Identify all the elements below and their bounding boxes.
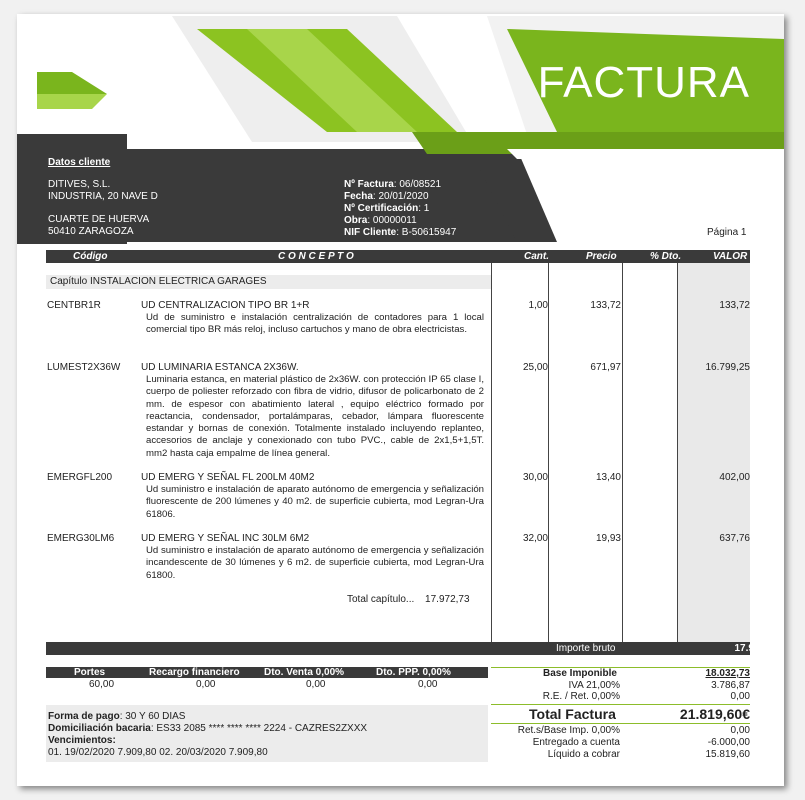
client-heading: Datos cliente — [48, 157, 111, 168]
liquido-label: Líquido a cobrar — [547, 749, 620, 760]
divider — [677, 263, 678, 642]
due-label: Vencimientos: — [48, 735, 116, 746]
invoice-number: Nº Factura: 06/08521 — [344, 179, 442, 190]
item-qty: 1,00 — [528, 300, 548, 311]
col-dto-ppp: Dto. PPP. 0,00% — [376, 667, 451, 678]
chapter-total-label: Total capítulo... — [347, 594, 415, 605]
invoice-date: Fecha: 20/01/2020 — [344, 191, 429, 202]
ret-value: 0,00 — [730, 725, 750, 736]
invoice-page — [17, 14, 784, 786]
total-value: 21.819,60€ — [679, 706, 750, 722]
item-title: UD CENTRALIZACION TIPO BR 1+R — [141, 300, 310, 311]
client-address: INDUSTRIA, 20 NAVE D — [48, 191, 158, 202]
val-dto-ppp: 0,00 — [418, 679, 438, 690]
due-dates: 01. 19/02/2020 7.909,80 02. 20/03/2020 7.909,80 — [48, 747, 268, 758]
item-value: 16.799,25 — [705, 362, 750, 373]
gross-value: 17.972,73 — [734, 643, 779, 654]
item-description: Luminaria estanca, en material plástico de 2x36W. con protección IP 65 clase I, cuerpo de poliester reforzado con fibra de vidrio, difusor de policarbonato de 2 mm. de espesor con abatimiento lateral , equipo eléctrico formado por reactancia, condensador, portalámparas, cebador, lámpara fluorescente estandar y bornas de conexión. Totalmente instalado incluyendo replanteo, accesorios de anclaje y conexionado con tubo PVC., cable de 2x1,5+1,5T. mm2 hasta caja empalme de línea general. — [146, 374, 484, 459]
divider — [622, 263, 623, 642]
liquido-value: 15.819,60 — [705, 749, 750, 760]
item-price: 13,40 — [595, 472, 621, 483]
val-dto-venta: 0,00 — [306, 679, 326, 690]
charges-values — [46, 679, 488, 690]
base-label: Base Imponible — [543, 668, 617, 679]
col-dto: % Dto. — [650, 251, 682, 262]
item-title: UD EMERG Y SEÑAL FL 200LM 40M2 — [141, 472, 315, 483]
page-number: Página 1 — [707, 227, 747, 238]
total-label: Total Factura — [529, 706, 616, 722]
item-qty: 25,00 — [522, 362, 548, 373]
item-title: UD EMERG Y SEÑAL INC 30LM 6M2 — [141, 533, 310, 544]
re-label: R.E. / Ret. 0,00% — [542, 691, 620, 702]
invoice-cert: Nº Certificación: 1 — [344, 203, 430, 214]
item-description: Ud suministro e instalación de aparato autónomo de emergencia y señalización fluorescente de 200 lúmenes y 40 m2. de superficie cubierta, mod Legran-Ura 61806. — [146, 484, 484, 520]
item-price: 133,72 — [590, 300, 621, 311]
col-portes: Portes — [74, 667, 106, 678]
client-city: CUARTE DE HUERVA — [48, 214, 150, 225]
gross-label: Importe bruto — [556, 643, 616, 654]
entregado-label: Entregado a cuenta — [532, 737, 620, 748]
val-recargo: 0,00 — [196, 679, 216, 690]
totals-line — [491, 723, 750, 724]
divider — [491, 263, 492, 642]
item-description: Ud suministro e instalación de aparato autónomo de emergencia y señalización incandescente de 30 lúmenes y 6 m2. de superficie cubierta, mod Legran-Ura 61800. — [146, 545, 484, 581]
item-code: EMERG30LM6 — [47, 533, 115, 544]
col-code: Código — [73, 251, 108, 262]
payment-box — [46, 705, 488, 762]
chapter-title: Capítulo INSTALACION ELECTRICA GARAGES — [46, 275, 491, 289]
value-column-bg — [677, 263, 750, 644]
table-header — [46, 250, 750, 263]
payment-account: Domiciliación bacaria: ES33 2085 **** **** **** 2224 - CAZRES2ZXXX — [48, 723, 368, 734]
base-value: 18.032,73 — [705, 668, 750, 679]
chapter-total-value: 17.972,73 — [425, 594, 470, 605]
item-value: 637,76 — [719, 533, 750, 544]
invoice-obra: Obra: 00000011 — [344, 215, 417, 226]
chapter-total — [347, 594, 470, 606]
entregado-value: -6.000,00 — [707, 737, 750, 748]
item-description: Ud de suministro e instalación centralización de contadores para 1 local comercial tipo BR más reloj, incluso cartuchos y mano de obra electricistas. — [146, 312, 484, 336]
item-value: 133,72 — [719, 300, 750, 311]
item-price: 671,97 — [590, 362, 621, 373]
payment-method: Forma de pago: 30 Y 60 DIAS — [48, 711, 186, 722]
item-code: CENTBR1R — [47, 300, 101, 311]
item-code: EMERGFL200 — [47, 472, 113, 483]
client-postal: 50410 ZARAGOZA — [48, 226, 134, 237]
invoice-nif: NIF Cliente: B-50615947 — [344, 227, 457, 238]
divider — [548, 263, 549, 642]
item-title: UD LUMINARIA ESTANCA 2X36W. — [141, 362, 299, 373]
item-price: 19,93 — [595, 533, 621, 544]
item-qty: 32,00 — [522, 533, 548, 544]
item-value: 402,00 — [719, 472, 750, 483]
iva-value: 3.786,87 — [711, 680, 750, 691]
col-price: Precio — [586, 251, 617, 262]
charges-header — [46, 667, 488, 678]
val-portes: 60,00 — [89, 679, 115, 690]
totals-line — [491, 704, 750, 705]
iva-label: IVA 21,00% — [568, 680, 620, 691]
item-qty: 30,00 — [522, 472, 548, 483]
col-concept: C O N C E P T O — [278, 251, 354, 262]
gross-bar — [46, 642, 779, 655]
col-dto-venta: Dto. Venta 0,00% — [264, 667, 345, 678]
col-value: VALOR — [713, 251, 748, 262]
re-value: 0,00 — [730, 691, 750, 702]
client-name: DITIVES, S.L. — [48, 179, 111, 190]
col-qty: Cant. — [524, 251, 549, 262]
col-recargo: Recargo financiero — [149, 667, 240, 678]
ret-label: Ret.s/Base Imp. 0,00% — [517, 725, 620, 736]
document-title: FACTURA — [537, 58, 750, 107]
item-code: LUMEST2X36W — [47, 362, 121, 373]
